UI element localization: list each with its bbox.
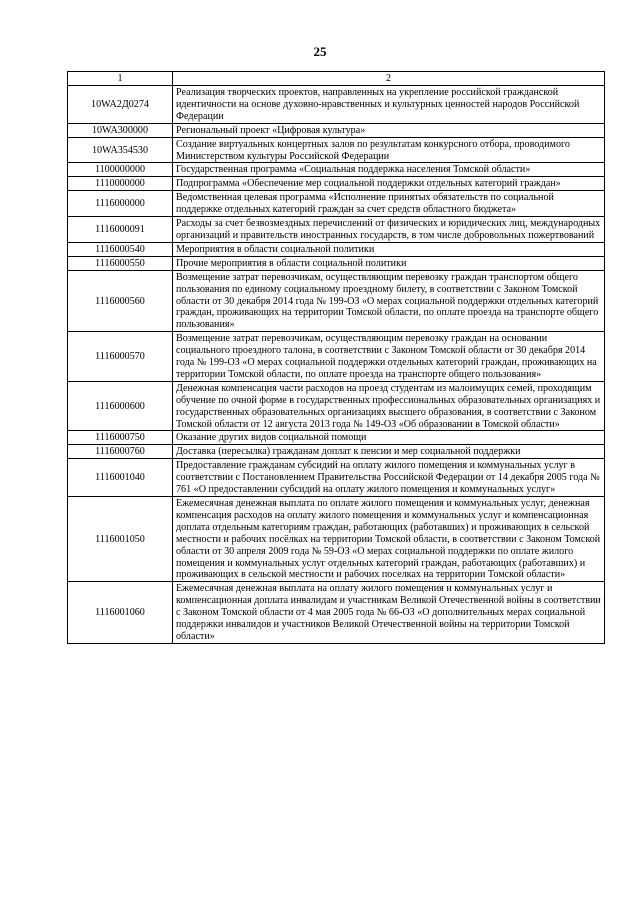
header-column-2: 2: [173, 72, 605, 86]
target-article-name: Подпрограмма «Обеспечение мер социальной поддержки отдельных категорий граждан»: [173, 177, 605, 191]
table-row: [68, 459, 605, 497]
table-row: [68, 137, 605, 163]
table-row: [68, 242, 605, 256]
target-article-name: Расходы за счет безвозмездных перечислений от физических и юридических лиц, международных организаций и правительств иностранных государств, в том числе добровольных пожертвований: [173, 217, 605, 243]
table-row: [68, 332, 605, 382]
target-article-code: 10WA300000: [68, 123, 173, 137]
budget-classification-table: [67, 71, 605, 644]
table-row: [68, 177, 605, 191]
target-article-code: 1110000000: [68, 177, 173, 191]
target-article-code: 1116000600: [68, 381, 173, 431]
target-article-name: Предоставление гражданам субсидий на оплату жилого помещения и коммунальных услуг в соответствии с Постановлением Правительства Российской Федерации от 14 декабря 2005 года № 761 «О предоставлении субсидий на оплату жилого помещения и коммунальных услуг»: [173, 459, 605, 497]
target-article-code: 1116000000: [68, 191, 173, 217]
target-article-name: Прочие мероприятия в области социальной политики: [173, 256, 605, 270]
target-article-name: Доставка (пересылка) гражданам доплат к пенсии и мер социальной поддержки: [173, 445, 605, 459]
target-article-name: Денежная компенсация части расходов на проезд студентам из малоимущих семей, проходящим обучение по очной форме в государственных профессиональных образовательных организациях и государственных образовательных организациях высшего образования, в соответствии с Законом Томской области от 12 августа 2013 года № 149-ОЗ «Об образовании в Томской области»: [173, 381, 605, 431]
target-article-name: Ежемесячная денежная выплата по оплате жилого помещения и коммунальных услуг, денежная компенсация расходов на оплату жилого помещения и коммунальных услуг и компенсационная доплата отдельным категориям граждан, работающих (работавших) и проживающих в сельской местности и рабочих посёлках на территории Томской области, в соответствии с Законом Томской области от 30 апреля 2009 года № 59-ОЗ «О мерах социальной поддержки по оплате жилого помещения и коммунальных услуг отдельных категорий граждан, работающих (работавших) и проживающих в сельской местности и рабочих поселках на территории Томской области»: [173, 497, 605, 582]
target-article-code: 1116000760: [68, 445, 173, 459]
target-article-name: Возмещение затрат перевозчикам, осуществляющим перевозку граждан на основании социального проездного талона, в соответствии с Законом Томской области от 30 декабря 2014 года № 199-ОЗ «О мерах социальной поддержки отдельных категорий граждан, проживающих на территории Томской области, по оплате проезда на транспорте общего пользования»: [173, 332, 605, 382]
table-row: [68, 217, 605, 243]
page-number: 25: [313, 44, 327, 59]
table-row: [68, 256, 605, 270]
target-article-code: 1116000750: [68, 431, 173, 445]
target-article-name: Создание виртуальных концертных залов по результатам конкурсного отбора, проводимого Министерством культуры Российской Федерации: [173, 137, 605, 163]
target-article-name: Ежемесячная денежная выплата на оплату жилого помещения и коммунальных услуг и компенсационная доплата инвалидам и участникам Великой Отечественной войны в соответствии с Законом Томской области от 4 мая 2005 года № 66-ОЗ «О дополнительных мерах социальной поддержки инвалидов и участников Великой Отечественной войны на территории Томской области»: [173, 582, 605, 644]
target-article-code: 1116000560: [68, 270, 173, 332]
table-row: [68, 445, 605, 459]
table-row: [68, 86, 605, 124]
table-row: [68, 497, 605, 582]
table-row: [68, 582, 605, 644]
table-row: [68, 191, 605, 217]
table-row: [68, 381, 605, 431]
target-article-name: Оказание других видов социальной помощи: [173, 431, 605, 445]
table-row: [68, 163, 605, 177]
target-article-name: Государственная программа «Социальная поддержка населения Томской области»: [173, 163, 605, 177]
target-article-code: 1100000000: [68, 163, 173, 177]
target-article-code: 1116001040: [68, 459, 173, 497]
target-article-code: 1116001050: [68, 497, 173, 582]
target-article-code: 1116001060: [68, 582, 173, 644]
table-row: [68, 123, 605, 137]
target-article-code: 10WA2Д0274: [68, 86, 173, 124]
table-header-row: [68, 72, 605, 86]
target-article-name: Реализация творческих проектов, направленных на укрепление российской гражданской идентичности на основе духовно-нравственных и культурных ценностей народов Российской Федерации: [173, 86, 605, 124]
table-row: [68, 431, 605, 445]
target-article-code: 1116000550: [68, 256, 173, 270]
target-article-code: 1116000091: [68, 217, 173, 243]
target-article-name: Мероприятия в области социальной политики: [173, 242, 605, 256]
target-article-code: 10WA354530: [68, 137, 173, 163]
target-article-name: Региональный проект «Цифровая культура»: [173, 123, 605, 137]
target-article-name: Возмещение затрат перевозчикам, осуществляющим перевозку граждан транспортом общего пользования по единому социальному проездному билету, в соответствии с Законом Томской области от 30 декабря 2014 года № 199-ОЗ «О мерах социальной поддержки отдельных категорий граждан, проживающих на территории Томской области, по оплате проезда на транспорте общего пользования»: [173, 270, 605, 332]
target-article-code: 1116000540: [68, 242, 173, 256]
target-article-name: Ведомственная целевая программа «Исполнение принятых обязательств по социальной поддержке отдельных категорий граждан за счет средств областного бюджета»: [173, 191, 605, 217]
target-article-code: 1116000570: [68, 332, 173, 382]
table-row: [68, 270, 605, 332]
table-body: [68, 72, 605, 644]
header-column-1: 1: [68, 72, 173, 86]
